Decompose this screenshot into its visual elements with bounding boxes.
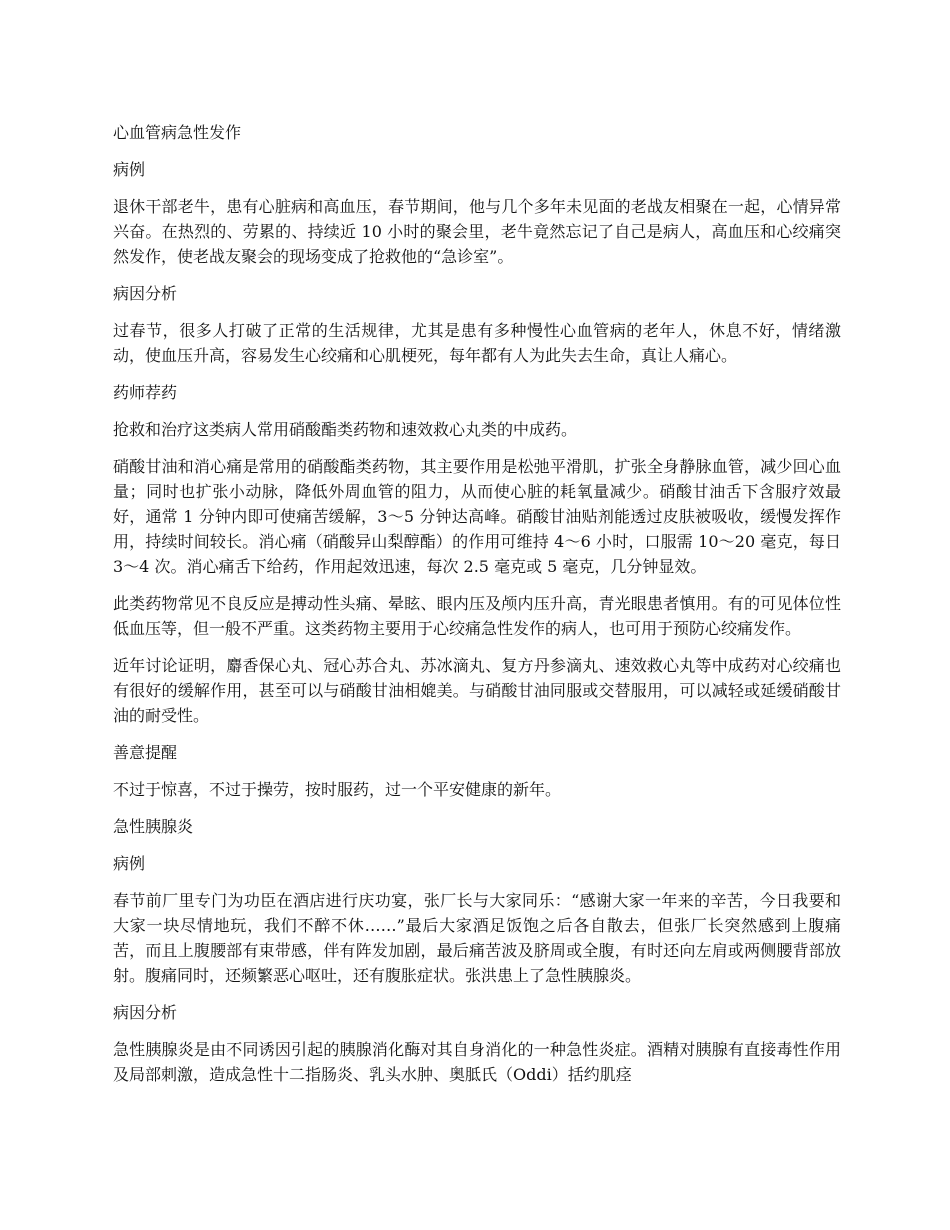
cause-1-text: 过春节，很多人打破了正常的生活规律，尤其是患有多种慢性心血管病的老年人，休息不好，情绪激动，使血压升高，容易发生心绞痛和心肌梗死，每年都有人为此失去生命，真让人痛心。 (113, 321, 841, 365)
heading-reminder: 善意提醒 (113, 743, 178, 762)
heading-cause-2: 病因分析 (113, 1003, 178, 1022)
heading-cause-1: 病因分析 (113, 284, 178, 303)
case-2-text: 春节前厂里专门为功臣在酒店进行庆功宴，张厂长与大家同乐：“感谢大家一年来的辛苦，今日我要和大家一块尽情地玩，我们不醉不休……”最后大家酒足饭饱之后各自散去，但张厂长突然感到上腹痛苦，而且上腹腰部有束带感，伴有阵发加剧，最后痛苦波及脐周或全腹，有时还向左肩或两侧腰背部放射。腹痛同时，还频繁恶心呕吐，还有腹胀症状。张洪患上了急性胰腺炎。 (113, 891, 841, 985)
heading-pharmacist: 药师荐药 (113, 383, 178, 402)
case-1-text: 退休干部老牛，患有心脏病和高血压，春节期间，他与几个多年未见面的老战友相聚在一起，心情异常兴奋。在热烈的、劳累的、持续近 10 小时的聚会里，老牛竟然忘记了自己是病人，高血压和心绞痛突然发作，使老战友聚会的现场变成了抢救他的“急诊室”。 (113, 197, 841, 266)
pharmacist-text-4: 近年讨论证明，麝香保心丸、冠心苏合丸、苏冰滴丸、复方丹参滴丸、速效救心丸等中成药对心绞痛也有很好的缓解作用，甚至可以与硝酸甘油相媲美。与硝酸甘油同服或交替服用，可以减轻或延缓硝酸甘油的耐受性。 (113, 656, 841, 725)
heading-pancreatitis: 急性胰腺炎 (113, 817, 194, 836)
pharmacist-text-1: 抢救和治疗这类病人常用硝酸酯类药物和速效救心丸类的中成药。 (113, 420, 578, 439)
heading-case-2: 病例 (113, 854, 146, 873)
reminder-text: 不过于惊喜，不过于操劳，按时服药，过一个平安健康的新年。 (113, 780, 562, 799)
pharmacist-text-3: 此类药物常见不良反应是搏动性头痛、晕眩、眼内压及颅内压升高，青光眼患者慎用。有的可见体位性低血压等，但一般不严重。这类药物主要用于心绞痛急性发作的病人，也可用于预防心绞痛发作。 (113, 594, 841, 638)
heading-cardiovascular: 心血管病急性发作 (113, 123, 242, 142)
pharmacist-text-2: 硝酸甘油和消心痛是常用的硝酸酯类药物，其主要作用是松弛平滑肌，扩张全身静脉血管，减少回心血量；同时也扩张小动脉，降低外周血管的阻力，从而使心脏的耗氧量减少。硝酸甘油舌下含服疗效最好，通常 1 分钟内即可使痛苦缓解，3～5 分钟达高峰。硝酸甘油贴剂能透过皮肤被吸收，缓慢发挥作用，持续时间较长。消心痛（硝酸异山梨醇酯）的作用可维持 4～6 小时，口服需 10～20 毫克，每日 3～4 次。消心痛舌下给药，作用起效迅速，每次 2.5 毫克或 5 毫克，几分钟显效。 (113, 457, 841, 576)
document-body (113, 120, 841, 1099)
cause-2-text: 急性胰腺炎是由不同诱因引起的胰腺消化酶对其自身消化的一种急性炎症。酒精对胰腺有直接毒性作用及局部刺激，造成急性十二指肠炎、乳头水肿、奥胝氏（Oddi）括约肌痉 (113, 1040, 841, 1084)
heading-case-1: 病例 (113, 160, 146, 179)
